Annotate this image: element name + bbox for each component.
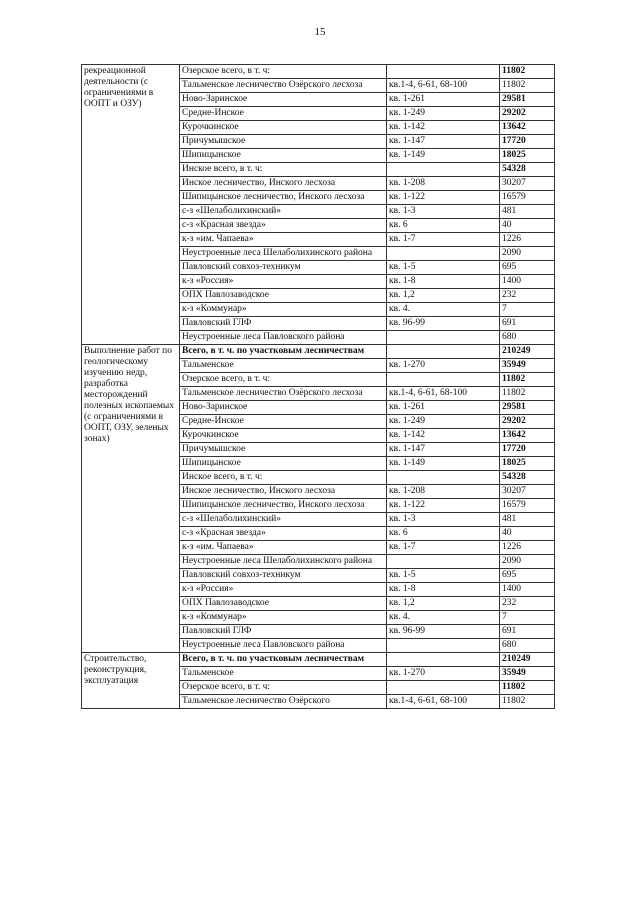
forestry-name-cell: Ново-Заринское [180, 93, 387, 107]
quarters-cell: кв. 6 [387, 527, 500, 541]
forestry-name-cell: Тальменское [180, 667, 387, 681]
forestry-name-cell: Средне-Инское [180, 107, 387, 121]
quarters-cell: кв. 1,2 [387, 289, 500, 303]
quarters-cell: кв. 1-149 [387, 457, 500, 471]
area-cell: 691 [500, 625, 555, 639]
area-cell: 29202 [500, 107, 555, 121]
forestry-name-cell: Инское лесничество, Инского лесхоза [180, 177, 387, 191]
quarters-cell: кв. 1-208 [387, 485, 500, 499]
forestry-name-cell: Неустроенные леса Павловского района [180, 639, 387, 653]
forestry-name-cell: ОПХ Павлозаводское [180, 597, 387, 611]
area-cell: 18025 [500, 457, 555, 471]
forestry-name-cell: Курочкинское [180, 121, 387, 135]
forestry-name-cell: Тальменское [180, 359, 387, 373]
table-row [82, 65, 555, 79]
quarters-cell: кв. 1-8 [387, 275, 500, 289]
quarters-cell: кв. 1-5 [387, 261, 500, 275]
quarters-cell: кв.1-4, 6-61, 68-100 [387, 695, 500, 709]
forestry-name-cell: Шипицынское [180, 149, 387, 163]
quarters-cell [387, 345, 500, 359]
forestry-name-cell: Ново-Заринское [180, 401, 387, 415]
area-cell: 54328 [500, 163, 555, 177]
area-cell: 1400 [500, 275, 555, 289]
area-cell: 695 [500, 569, 555, 583]
area-cell: 210249 [500, 653, 555, 667]
area-cell: 35949 [500, 667, 555, 681]
forestry-name-cell: к-з «Коммунар» [180, 303, 387, 317]
area-cell: 11802 [500, 373, 555, 387]
area-cell: 1226 [500, 541, 555, 555]
area-cell: 29581 [500, 401, 555, 415]
forestry-name-cell: Всего, в т. ч. по участковым лесничествам [180, 653, 387, 667]
forestry-name-cell: Павловский ГЛФ [180, 625, 387, 639]
quarters-cell [387, 247, 500, 261]
quarters-cell [387, 331, 500, 345]
forestry-name-cell: к-з «Коммунар» [180, 611, 387, 625]
quarters-cell [387, 65, 500, 79]
forestry-name-cell: Курочкинское [180, 429, 387, 443]
area-cell: 232 [500, 597, 555, 611]
forestry-name-cell: Озерское всего, в т. ч: [180, 65, 387, 79]
table-row [82, 345, 555, 359]
area-cell: 13642 [500, 121, 555, 135]
quarters-cell [387, 373, 500, 387]
area-cell: 13642 [500, 429, 555, 443]
forestry-name-cell: к-з «им. Чапаева» [180, 233, 387, 247]
area-cell: 680 [500, 639, 555, 653]
area-cell: 7 [500, 303, 555, 317]
quarters-cell: кв. 96-99 [387, 625, 500, 639]
forestry-name-cell: Всего, в т. ч. по участковым лесничествам [180, 345, 387, 359]
area-cell: 11802 [500, 79, 555, 93]
quarters-cell: кв. 1-5 [387, 569, 500, 583]
forestry-name-cell: к-з «Россия» [180, 275, 387, 289]
forestry-name-cell: ОПХ Павлозаводское [180, 289, 387, 303]
quarters-cell: кв. 6 [387, 219, 500, 233]
forestry-name-cell: с-з «Красная звезда» [180, 219, 387, 233]
area-cell: 1400 [500, 583, 555, 597]
area-cell: 7 [500, 611, 555, 625]
area-cell: 1226 [500, 233, 555, 247]
quarters-cell [387, 555, 500, 569]
area-cell: 232 [500, 289, 555, 303]
forestry-name-cell: Причумышское [180, 443, 387, 457]
area-cell: 40 [500, 527, 555, 541]
quarters-cell: кв. 1,2 [387, 597, 500, 611]
quarters-cell: кв. 1-270 [387, 359, 500, 373]
forestry-name-cell: Средне-Инское [180, 415, 387, 429]
area-cell: 691 [500, 317, 555, 331]
quarters-cell: кв. 1-7 [387, 541, 500, 555]
quarters-cell: кв. 1-3 [387, 513, 500, 527]
area-cell: 17720 [500, 135, 555, 149]
forestry-name-cell: Павловский ГЛФ [180, 317, 387, 331]
quarters-cell: кв. 1-122 [387, 499, 500, 513]
forestry-name-cell: Причумышское [180, 135, 387, 149]
forestry-name-cell: Павловский совхоз-техникум [180, 569, 387, 583]
forestry-name-cell: Озерское всего, в т. ч: [180, 373, 387, 387]
area-cell: 2090 [500, 247, 555, 261]
forestry-name-cell: Инское всего, в т. ч: [180, 471, 387, 485]
forestry-name-cell: Шипицынское лесничество, Инского лесхоза [180, 499, 387, 513]
forestry-name-cell: к-з «им. Чапаева» [180, 541, 387, 555]
forestry-name-cell: с-з «Красная звезда» [180, 527, 387, 541]
area-cell: 17720 [500, 443, 555, 457]
area-cell: 680 [500, 331, 555, 345]
area-cell: 35949 [500, 359, 555, 373]
quarters-cell: кв. 1-249 [387, 415, 500, 429]
forestry-name-cell: Инское всего, в т. ч: [180, 163, 387, 177]
forestry-name-cell: с-з «Шелаболихинский» [180, 205, 387, 219]
page-number: 15 [314, 26, 326, 38]
area-cell: 29581 [500, 93, 555, 107]
area-cell: 30207 [500, 177, 555, 191]
quarters-cell: кв. 1-147 [387, 135, 500, 149]
area-cell: 30207 [500, 485, 555, 499]
forestry-name-cell: Шипицынское [180, 457, 387, 471]
area-cell: 2090 [500, 555, 555, 569]
quarters-cell: кв. 1-249 [387, 107, 500, 121]
area-cell: 481 [500, 205, 555, 219]
area-cell: 11802 [500, 65, 555, 79]
forestry-name-cell: Озерское всего, в т. ч: [180, 681, 387, 695]
forestry-name-cell: Инское лесничество, Инского лесхоза [180, 485, 387, 499]
activity-type-cell: Строительство, реконструкция, эксплуатация [82, 653, 180, 709]
quarters-cell: кв. 1-208 [387, 177, 500, 191]
area-cell: 481 [500, 513, 555, 527]
activity-type-cell: рекреационной деятельности (с ограничениями в ООПТ и ОЗУ) [82, 65, 180, 345]
quarters-cell: кв. 96-99 [387, 317, 500, 331]
forest-use-table [81, 64, 555, 709]
quarters-cell: кв. 1-142 [387, 429, 500, 443]
quarters-cell: кв. 1-149 [387, 149, 500, 163]
forestry-name-cell: Павловский совхоз-техникум [180, 261, 387, 275]
area-cell: 11802 [500, 681, 555, 695]
forestry-name-cell: Тальменское лесничество Озёрского лесхоза [180, 387, 387, 401]
forestry-name-cell: с-з «Шелаболихинский» [180, 513, 387, 527]
forestry-name-cell: Шипицынское лесничество, Инского лесхоза [180, 191, 387, 205]
area-cell: 16579 [500, 499, 555, 513]
forestry-name-cell: Тальменское лесничество Озёрского лесхоза [180, 79, 387, 93]
quarters-cell: кв.1-4, 6-61, 68-100 [387, 387, 500, 401]
quarters-cell [387, 163, 500, 177]
quarters-cell [387, 653, 500, 667]
forestry-name-cell: Неустроенные леса Шелаболихинского района [180, 555, 387, 569]
table-row [82, 653, 555, 667]
quarters-cell: кв. 1-270 [387, 667, 500, 681]
area-cell: 54328 [500, 471, 555, 485]
quarters-cell [387, 639, 500, 653]
quarters-cell: кв. 1-261 [387, 401, 500, 415]
quarters-cell [387, 681, 500, 695]
quarters-cell: кв. 1-142 [387, 121, 500, 135]
area-cell: 11802 [500, 695, 555, 709]
quarters-cell: кв. 1-8 [387, 583, 500, 597]
quarters-cell [387, 471, 500, 485]
area-cell: 40 [500, 219, 555, 233]
quarters-cell: кв. 1-122 [387, 191, 500, 205]
area-cell: 29202 [500, 415, 555, 429]
forestry-name-cell: Неустроенные леса Павловского района [180, 331, 387, 345]
area-cell: 695 [500, 261, 555, 275]
area-cell: 210249 [500, 345, 555, 359]
area-cell: 16579 [500, 191, 555, 205]
quarters-cell: кв.1-4, 6-61, 68-100 [387, 79, 500, 93]
area-cell: 18025 [500, 149, 555, 163]
quarters-cell: кв. 1-7 [387, 233, 500, 247]
forestry-name-cell: Неустроенные леса Шелаболихинского района [180, 247, 387, 261]
quarters-cell: кв. 1-3 [387, 205, 500, 219]
area-cell: 11802 [500, 387, 555, 401]
forestry-name-cell: к-з «Россия» [180, 583, 387, 597]
forestry-name-cell: Тальменское лесничество Озёрского [180, 695, 387, 709]
quarters-cell: кв. 4. [387, 611, 500, 625]
activity-type-cell: Выполнение работ по геологическому изучению недр, разработка месторождений полезных ископаемых (с ограничениями в ООПТ, ОЗУ, зеленых зонах) [82, 345, 180, 653]
quarters-cell: кв. 4. [387, 303, 500, 317]
table-body [82, 65, 555, 709]
quarters-cell: кв. 1-147 [387, 443, 500, 457]
quarters-cell: кв. 1-261 [387, 93, 500, 107]
